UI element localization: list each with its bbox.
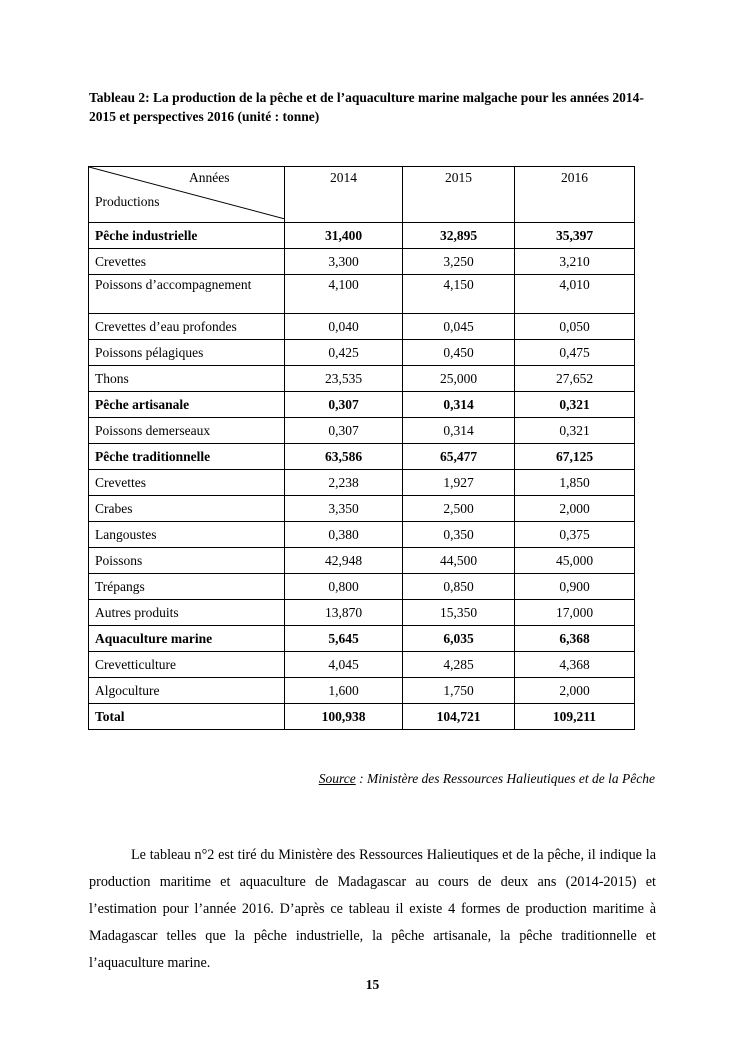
- row-value-2015: 15,350: [403, 600, 515, 626]
- row-value-2015: 65,477: [403, 444, 515, 470]
- row-value-2014: 5,645: [285, 626, 403, 652]
- row-value-2015: 104,721: [403, 704, 515, 730]
- row-label: Crevetticulture: [89, 652, 285, 678]
- row-value-2015: 25,000: [403, 366, 515, 392]
- row-value-2016: 0,321: [515, 418, 635, 444]
- row-value-2016: 0,375: [515, 522, 635, 548]
- source-text: : Ministère des Ressources Halieutiques et de la Pêche: [355, 771, 655, 786]
- table-row: [89, 392, 635, 418]
- row-value-2014: 31,400: [285, 223, 403, 249]
- row-label: Algoculture: [89, 678, 285, 704]
- table-row: [89, 704, 635, 730]
- row-value-2014: 3,300: [285, 249, 403, 275]
- diagonal-header-cell: [89, 167, 285, 223]
- row-value-2015: 32,895: [403, 223, 515, 249]
- row-label: Pêche industrielle: [89, 223, 285, 249]
- row-value-2014: 0,040: [285, 314, 403, 340]
- row-value-2014: 0,307: [285, 418, 403, 444]
- production-table: [88, 166, 635, 730]
- row-value-2015: 4,150: [403, 275, 515, 314]
- row-label: Aquaculture marine: [89, 626, 285, 652]
- table-row: [89, 470, 635, 496]
- header-productions-label: Productions: [95, 194, 160, 209]
- table-row: [89, 223, 635, 249]
- source-note: [319, 771, 655, 787]
- row-value-2016: 6,368: [515, 626, 635, 652]
- table-row: [89, 366, 635, 392]
- row-value-2016: 0,321: [515, 392, 635, 418]
- row-value-2015: 0,350: [403, 522, 515, 548]
- row-value-2014: 4,100: [285, 275, 403, 314]
- row-label: Pêche artisanale: [89, 392, 285, 418]
- row-value-2016: 2,000: [515, 678, 635, 704]
- table-row: [89, 678, 635, 704]
- row-value-2014: 63,586: [285, 444, 403, 470]
- table-row: [89, 548, 635, 574]
- row-value-2016: 2,000: [515, 496, 635, 522]
- table-row: [89, 626, 635, 652]
- row-label: Poissons d’accompagnement: [89, 275, 285, 314]
- row-value-2016: 109,211: [515, 704, 635, 730]
- table-row: [89, 418, 635, 444]
- row-label: Crevettes d’eau profondes: [89, 314, 285, 340]
- table-header-row: [89, 167, 635, 223]
- row-value-2016: 0,475: [515, 340, 635, 366]
- row-value-2016: 4,010: [515, 275, 635, 314]
- table-row: [89, 522, 635, 548]
- row-value-2016: 0,900: [515, 574, 635, 600]
- row-value-2014: 1,600: [285, 678, 403, 704]
- row-value-2015: 0,314: [403, 418, 515, 444]
- header-year: 2016: [515, 167, 635, 223]
- row-value-2014: 13,870: [285, 600, 403, 626]
- row-value-2015: 4,285: [403, 652, 515, 678]
- row-label: Pêche traditionnelle: [89, 444, 285, 470]
- page-number: 15: [365, 977, 380, 992]
- row-value-2014: 23,535: [285, 366, 403, 392]
- row-value-2016: 45,000: [515, 548, 635, 574]
- row-value-2016: 1,850: [515, 470, 635, 496]
- row-label: Thons: [89, 366, 285, 392]
- row-value-2016: 0,050: [515, 314, 635, 340]
- table-row: [89, 314, 635, 340]
- row-value-2015: 6,035: [403, 626, 515, 652]
- row-label: Poissons: [89, 548, 285, 574]
- row-value-2016: 27,652: [515, 366, 635, 392]
- row-value-2015: 0,314: [403, 392, 515, 418]
- table-row: [89, 340, 635, 366]
- row-value-2014: 2,238: [285, 470, 403, 496]
- row-value-2016: 4,368: [515, 652, 635, 678]
- row-value-2014: 0,307: [285, 392, 403, 418]
- row-value-2015: 0,450: [403, 340, 515, 366]
- header-year: 2015: [403, 167, 515, 223]
- table-row: [89, 249, 635, 275]
- table-row: [89, 444, 635, 470]
- row-value-2014: 0,425: [285, 340, 403, 366]
- row-value-2015: 1,750: [403, 678, 515, 704]
- source-label: Source: [318, 771, 356, 786]
- paragraph-text: Le tableau n°2 est tiré du Ministère des Ressources Halieutiques et de la pêche, il indique la production maritime et aquaculture de Madagascar au cours de deux ans (2014-2015) et l’estimation pour l’année 2016. D’après ce tableau il existe 4 formes de production maritime à Madagascar telles que la pêche industrielle, la pêche artisanale, la pêche traditionnelle et l’aquaculture marine.: [89, 847, 656, 971]
- row-value-2015: 2,500: [403, 496, 515, 522]
- row-value-2015: 44,500: [403, 548, 515, 574]
- header-years-label: Années: [189, 170, 230, 185]
- row-value-2016: 35,397: [515, 223, 635, 249]
- table-row: [89, 496, 635, 522]
- row-label: Langoustes: [89, 522, 285, 548]
- row-value-2014: 0,800: [285, 574, 403, 600]
- row-value-2016: 67,125: [515, 444, 635, 470]
- row-value-2014: 100,938: [285, 704, 403, 730]
- table-row: [89, 574, 635, 600]
- header-year: 2014: [285, 167, 403, 223]
- row-value-2015: 0,045: [403, 314, 515, 340]
- table-row: [89, 275, 635, 314]
- row-value-2015: 0,850: [403, 574, 515, 600]
- row-value-2016: 17,000: [515, 600, 635, 626]
- row-value-2014: 42,948: [285, 548, 403, 574]
- diagonal-divider: [89, 167, 285, 219]
- row-label: Poissons pélagiques: [89, 340, 285, 366]
- row-label: Crevettes: [89, 470, 285, 496]
- row-value-2016: 3,210: [515, 249, 635, 275]
- table-caption: Tableau 2: La production de la pêche et de l’aquaculture marine malgache pour les années 2014-2015 et perspectives 2016 (unité : tonne): [89, 90, 644, 124]
- row-label: Crevettes: [89, 249, 285, 275]
- body-paragraph: [89, 842, 656, 977]
- row-value-2014: 3,350: [285, 496, 403, 522]
- row-value-2014: 0,380: [285, 522, 403, 548]
- row-value-2015: 1,927: [403, 470, 515, 496]
- row-label: Crabes: [89, 496, 285, 522]
- table-row: [89, 652, 635, 678]
- row-label: Total: [89, 704, 285, 730]
- row-label: Trépangs: [89, 574, 285, 600]
- table-row: [89, 600, 635, 626]
- row-value-2015: 3,250: [403, 249, 515, 275]
- row-label: Poissons demerseaux: [89, 418, 285, 444]
- row-label: Autres produits: [89, 600, 285, 626]
- row-value-2014: 4,045: [285, 652, 403, 678]
